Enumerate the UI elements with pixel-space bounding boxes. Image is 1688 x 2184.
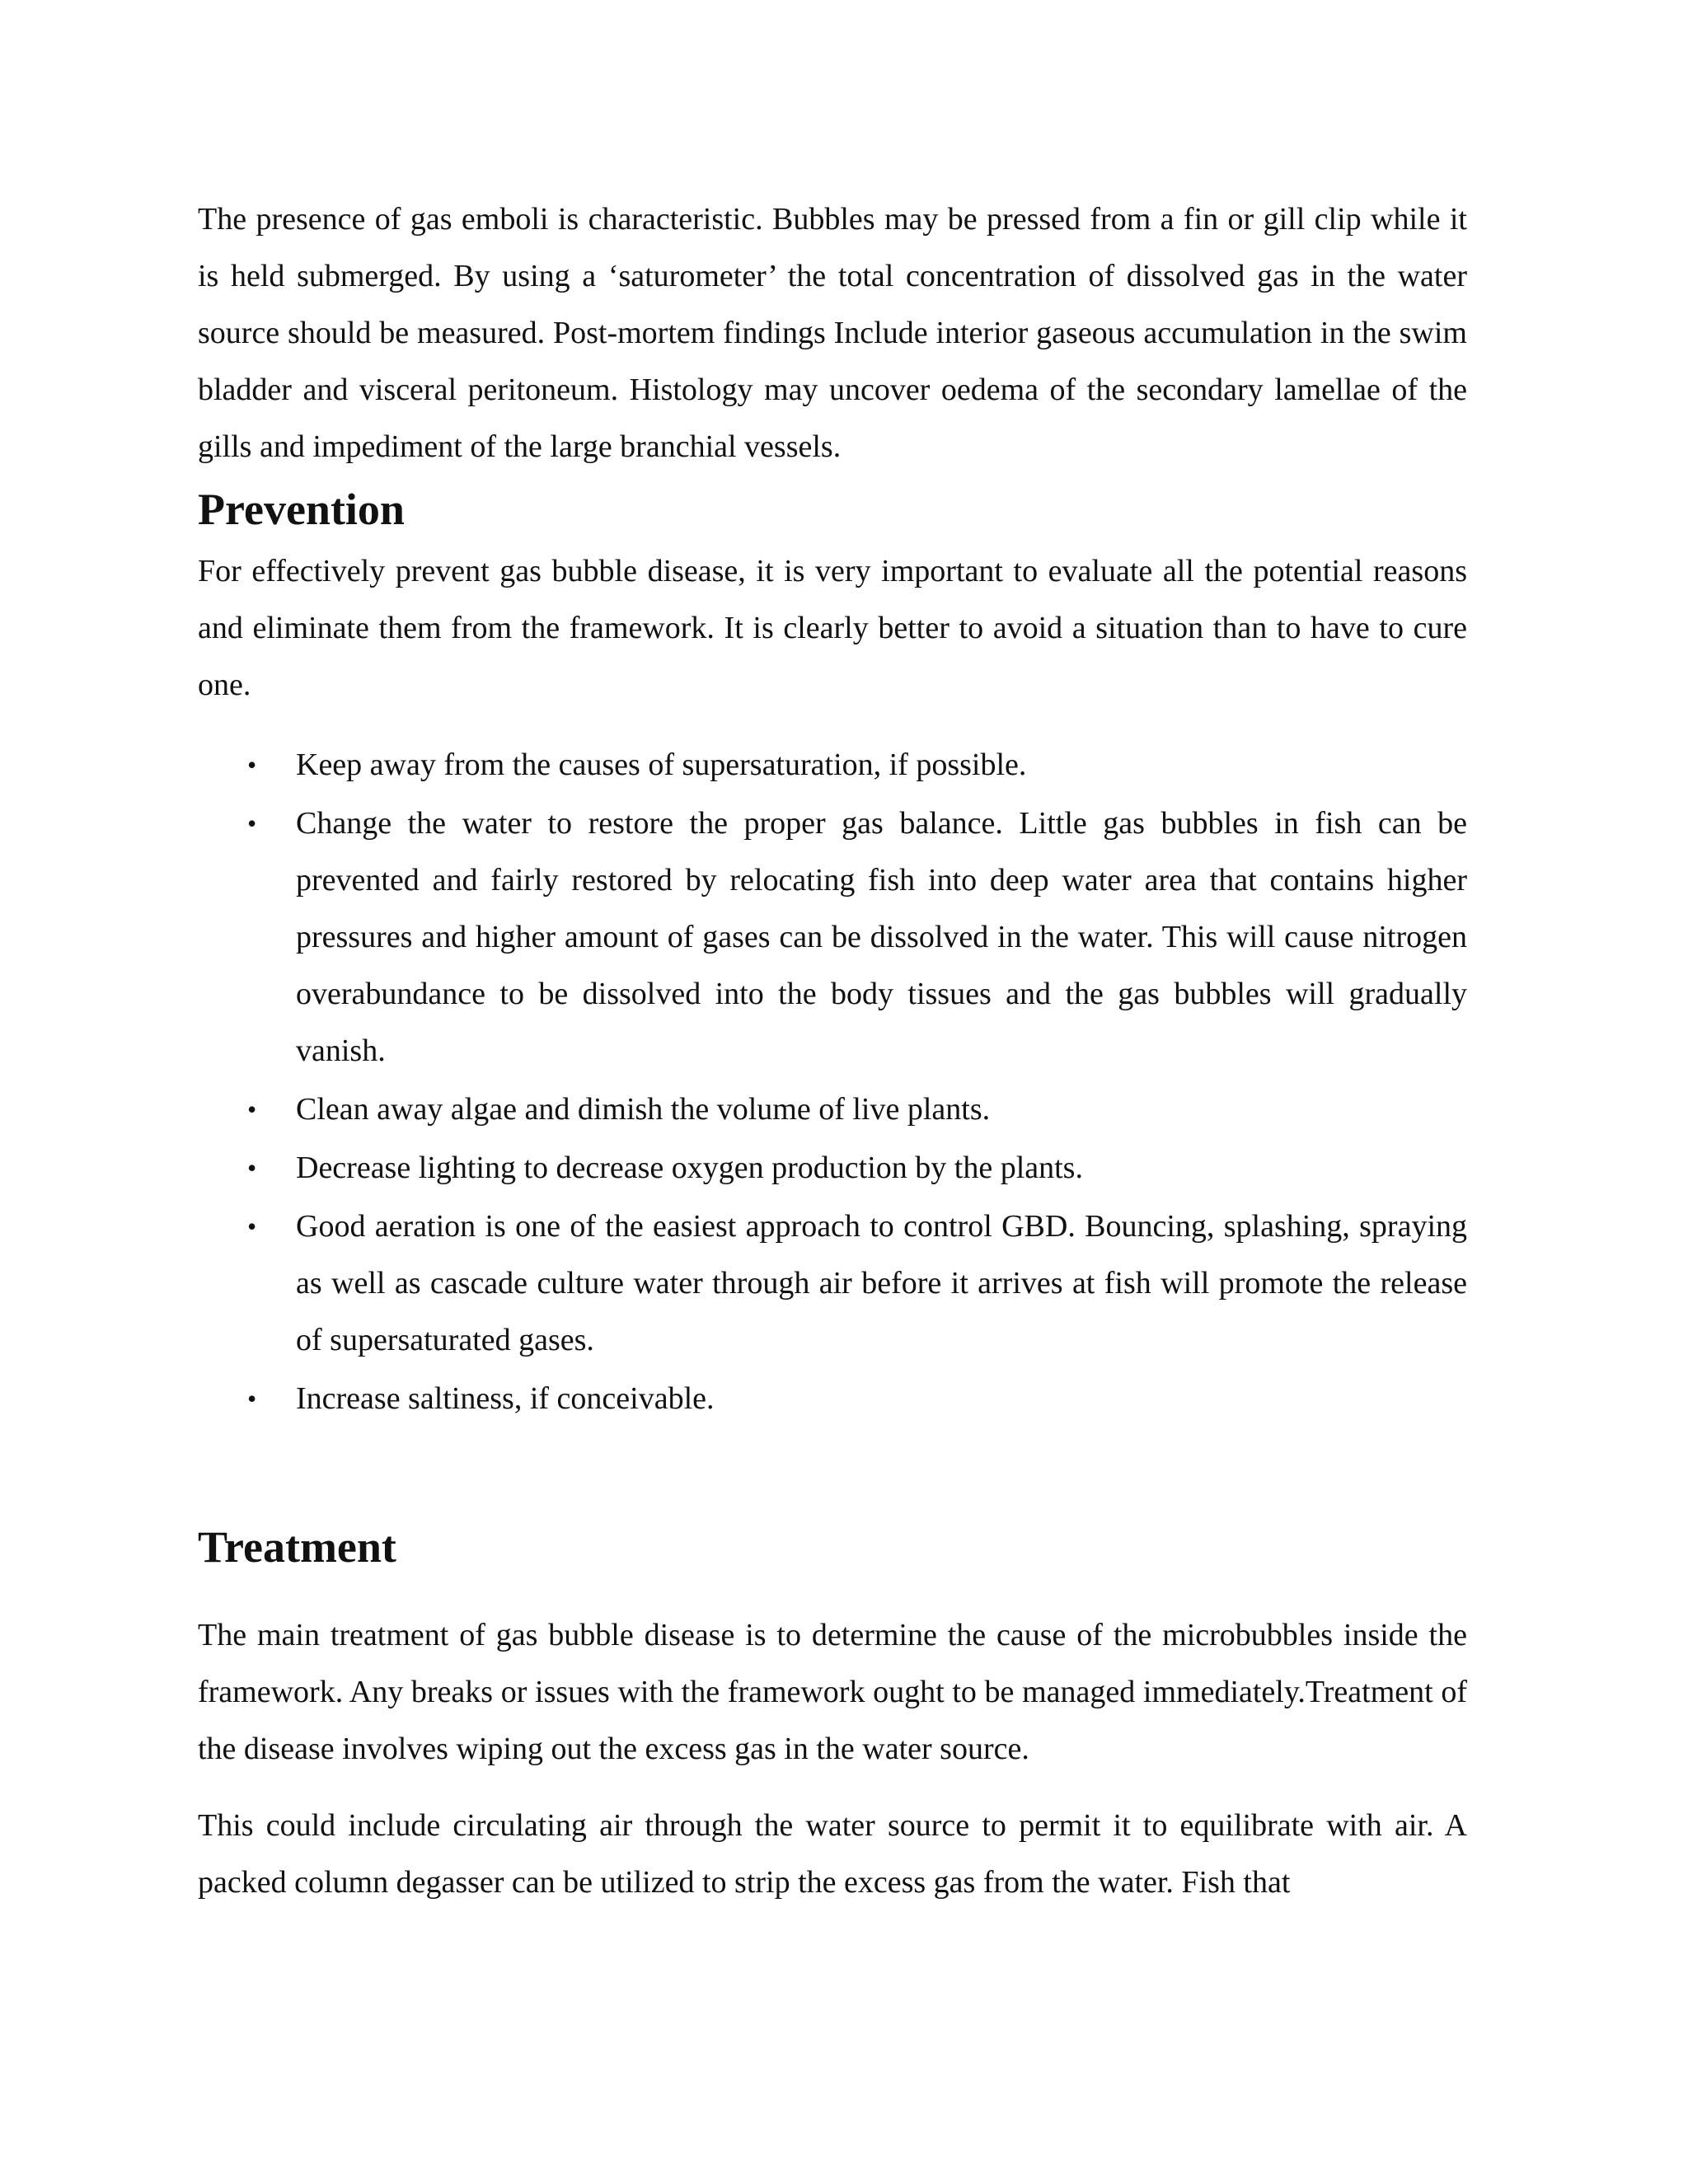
list-item-text: Change the water to restore the proper gas balance. Little gas bubbles in fish can be prevented and fairly restored by relocating fish into deep water area that contains higher pressures and higher amount of gases can be dissolved in the water. This will cause nitrogen overabundance to be dissolved into the body tissues and the gas bubbles will gradually vanish. [296,806,1467,1068]
list-item-text: Increase saltiness, if conceivable. [296,1381,715,1416]
list-item [198,1198,1467,1369]
bullet-icon: • [247,1094,257,1124]
prevention-heading: Prevention [198,485,405,534]
list-item [198,737,1467,794]
list-item-text: Keep away from the causes of supersaturation, if possible. [296,748,1027,782]
bullet-icon: • [247,808,257,838]
document-page [198,191,1467,1911]
intro-paragraph: The presence of gas emboli is characteristic. Bubbles may be pressed from a fin or gill clip while it is held submerged. By using a ‘saturometer’ the total concentration of dissolved gas in the water source should be measured. Post-mortem findings Include interior gaseous accumulation in the swim bladder and visceral peritoneum. Histology may uncover oedema of the secondary lamellae of the gills and impediment of the large branchial vessels. [198,202,1467,464]
bullet-icon: • [247,1212,257,1241]
treatment-paragraph-2: This could include circulating air through the water source to permit it to equilibrate with air. A packed column degasser can be utilized to strip the excess gas from the water. Fish that [198,1808,1467,1900]
bullet-icon: • [247,1153,257,1183]
list-item [198,795,1467,1080]
list-item-text: Good aeration is one of the easiest approach to control GBD. Bouncing, splashing, spraying as well as cascade culture water through air before it arrives at fish will promote the release of supersaturated gases. [296,1209,1467,1357]
treatment-heading: Treatment [198,1522,396,1572]
bullet-icon: • [247,1384,257,1413]
treatment-paragraph-1: The main treatment of gas bubble disease is to determine the cause of the microbubbles inside the framework. Any breaks or issues with the framework ought to be managed immediately.Treatment of the disease involves wiping out the excess gas in the water source. [198,1618,1467,1766]
prevention-bullet-list [198,737,1467,1427]
list-item-text: Decrease lighting to decrease oxygen production by the plants. [296,1151,1083,1185]
prevention-paragraph: For effectively prevent gas bubble disease, it is very important to evaluate all the potential reasons and eliminate them from the framework. It is clearly better to avoid a situation than to have to cure one. [198,554,1467,702]
list-item [198,1140,1467,1197]
list-item [198,1081,1467,1138]
bullet-icon: • [247,750,257,780]
list-item [198,1371,1467,1427]
list-item-text: Clean away algae and dimish the volume of live plants. [296,1092,991,1127]
